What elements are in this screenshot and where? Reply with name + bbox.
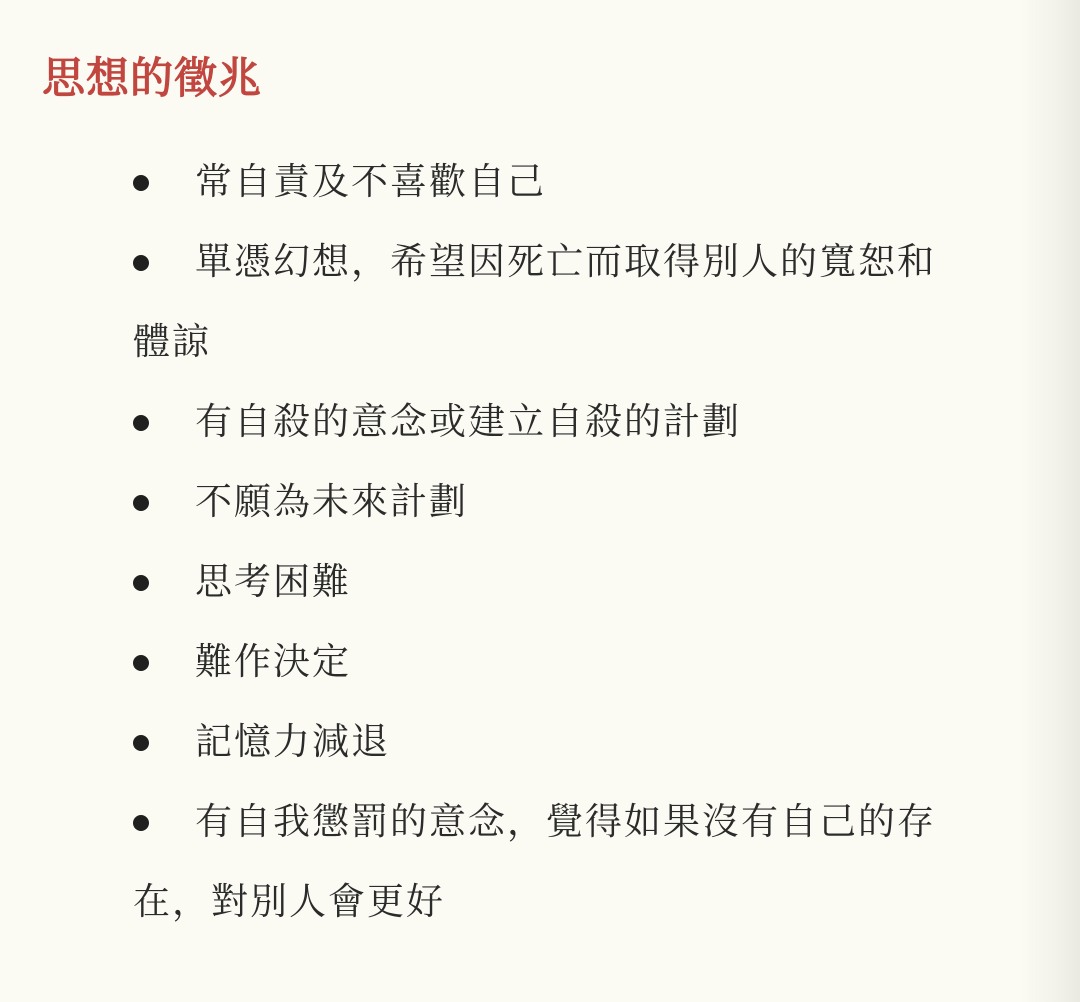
list-item-text: 有自我懲罰的意念，覺得如果沒有自己的存 (195, 800, 936, 843)
bullet-icon (133, 415, 149, 431)
bullet-icon (133, 815, 149, 831)
list-item (0, 382, 1015, 462)
bullet-icon (133, 255, 149, 271)
section-title: 思想的徵兆 (42, 54, 262, 104)
list-item-text: 難作決定 (195, 640, 351, 683)
list-item-text: 思考困難 (195, 560, 351, 603)
bullet-icon (133, 575, 149, 591)
list-item-text: 有自殺的意念或建立自殺的計劃 (195, 400, 741, 443)
list-item (0, 622, 1015, 702)
list-item (0, 462, 1015, 542)
symptom-list (0, 142, 1080, 942)
list-item (0, 782, 1015, 942)
bullet-icon (133, 735, 149, 751)
list-item-continuation: 在，對別人會更好 (133, 880, 445, 923)
bullet-icon (133, 495, 149, 511)
list-item (0, 542, 1015, 622)
list-item-text: 記憶力減退 (195, 720, 390, 763)
list-item (0, 142, 1015, 222)
bullet-icon (133, 175, 149, 191)
list-item (0, 702, 1015, 782)
list-item-text: 單憑幻想，希望因死亡而取得別人的寬恕和 (195, 240, 936, 283)
list-item-text: 常自責及不喜歡自己 (195, 160, 546, 203)
list-item-continuation: 體諒 (133, 320, 211, 363)
list-item (0, 222, 1015, 382)
list-item-text: 不願為未來計劃 (195, 480, 468, 523)
bullet-icon (133, 655, 149, 671)
